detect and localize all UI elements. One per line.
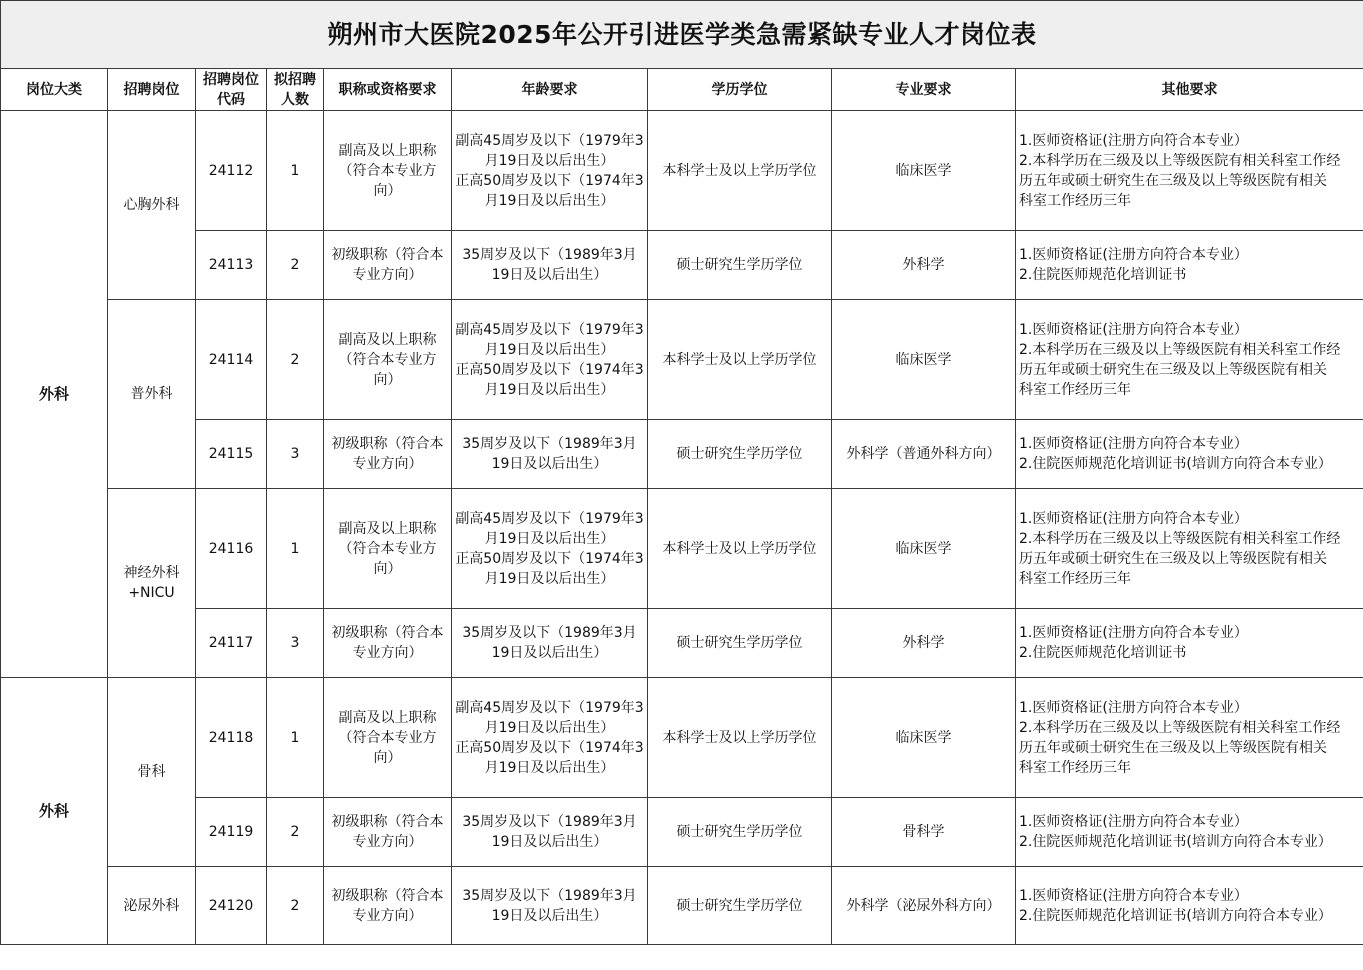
major-cell: 外科学（泌尿外科方向） [832,867,1016,945]
position-code-cell: 24114 [196,300,267,420]
age-requirement-cell-line: 正高50周岁及以下（1974年3 [455,172,644,189]
title-requirement-cell-line: 专业方向） [352,267,423,283]
position-code-cell: 24119 [196,798,267,867]
position-cell-line: 骨科 [137,764,166,780]
other-requirements-cell-line: 历五年或硕士研究生在三级及以上等级医院有相关 [1019,361,1327,378]
title-requirement-cell-line: 向） [373,560,402,577]
header-title-requirement: 职称或资格要求 [324,69,452,111]
title-requirement-cell-line: 副高及以上职称 [338,142,437,159]
header-count-line2: 人数 [281,91,309,108]
position-code-cell: 24112 [196,111,267,231]
position-cell-line: +NICU [128,585,175,601]
other-requirements-cell-line: 1.医师资格证(注册方向符合本专业） [1019,436,1248,452]
age-requirement-cell-line: 副高45周岁及以下（1979年3 [455,321,644,338]
title-requirement-cell-line: （符合本专业方 [338,162,437,179]
position-cell [108,111,196,300]
headcount-cell: 2 [267,300,324,420]
age-requirement-cell [452,111,648,231]
age-requirement-cell [452,867,648,945]
position-cell-line: 普外科 [130,386,173,402]
major-cell: 临床医学 [832,678,1016,798]
header-code-line1: 招聘岗位 [203,71,259,88]
other-requirements-cell-line: 历五年或硕士研究生在三级及以上等级医院有相关 [1019,172,1327,189]
header-code [196,69,267,111]
age-requirement-cell-line: 35周岁及以下（1989年3月 [462,814,637,830]
age-requirement-cell-line: 月19日及以后出生） [484,152,615,169]
title-requirement-cell [324,609,452,678]
age-requirement-cell-line: 19日及以后出生） [491,645,608,661]
title-requirement-cell-line: 副高及以上职称 [338,520,437,537]
age-requirement-cell-line: 19日及以后出生） [491,267,608,283]
age-requirement-cell-line: 月19日及以后出生） [484,530,615,547]
degree-cell: 硕士研究生学历学位 [648,231,832,300]
age-requirement-cell [452,609,648,678]
title-requirement-cell-line: 向） [373,749,402,766]
table-row [1,420,1363,489]
title-requirement-cell-line: 副高及以上职称 [338,709,437,726]
table-row [1,231,1363,300]
position-code-cell: 24116 [196,489,267,609]
other-requirements-cell-line: 1.医师资格证(注册方向符合本专业） [1019,321,1248,338]
major-cell: 临床医学 [832,111,1016,231]
other-requirements-cell-line: 1.医师资格证(注册方向符合本专业） [1019,625,1248,641]
header-age-requirement: 年龄要求 [452,69,648,111]
age-requirement-cell-line: 月19日及以后出生） [484,381,615,398]
table-row [1,798,1363,867]
other-requirements-cell [1016,867,1363,945]
title-requirement-cell [324,867,452,945]
other-requirements-cell [1016,609,1363,678]
other-requirements-cell [1016,300,1363,420]
header-major: 专业要求 [832,69,1016,111]
header-other-requirements: 其他要求 [1016,69,1363,111]
degree-cell: 硕士研究生学历学位 [648,420,832,489]
age-requirement-cell-line: 35周岁及以下（1989年3月 [462,436,637,452]
major-cell: 外科学 [832,231,1016,300]
position-code-cell: 24115 [196,420,267,489]
degree-cell: 本科学士及以上学历学位 [648,300,832,420]
age-requirement-cell-line: 35周岁及以下（1989年3月 [462,247,637,263]
other-requirements-cell [1016,489,1363,609]
age-requirement-cell-line: 19日及以后出生） [491,456,608,472]
header-position: 招聘岗位 [108,69,196,111]
headcount-cell: 2 [267,231,324,300]
age-requirement-cell-line: 副高45周岁及以下（1979年3 [455,510,644,527]
degree-cell: 硕士研究生学历学位 [648,798,832,867]
title-requirement-cell [324,489,452,609]
title-requirement-cell-line: （符合本专业方 [338,729,437,746]
age-requirement-cell-line: 月19日及以后出生） [484,570,615,587]
table-row [1,489,1363,609]
other-requirements-cell-line: 科室工作经历三年 [1019,192,1131,209]
other-requirements-cell-line: 2.本科学历在三级及以上等级医院有相关科室工作经 [1019,530,1341,547]
other-requirements-cell-line: 2.住院医师规范化培训证书(培训方向符合本专业） [1019,834,1332,850]
other-requirements-cell-line: 2.住院医师规范化培训证书 [1019,267,1187,283]
other-requirements-cell-line: 2.住院医师规范化培训证书 [1019,645,1187,661]
other-requirements-cell-line: 历五年或硕士研究生在三级及以上等级医院有相关 [1019,739,1327,756]
major-cell: 外科学 [832,609,1016,678]
title-requirement-cell-line: 专业方向） [352,456,423,472]
headcount-cell: 3 [267,609,324,678]
degree-cell: 本科学士及以上学历学位 [648,489,832,609]
title-requirement-cell [324,111,452,231]
other-requirements-cell-line: 1.医师资格证(注册方向符合本专业） [1019,814,1248,830]
title-requirement-cell-line: 初级职称（符合本 [331,625,444,641]
age-requirement-cell-line: 正高50周岁及以下（1974年3 [455,739,644,756]
other-requirements-cell [1016,231,1363,300]
other-requirements-cell [1016,111,1363,231]
degree-cell: 硕士研究生学历学位 [648,609,832,678]
position-cell [108,300,196,489]
age-requirement-cell-line: 副高45周岁及以下（1979年3 [455,132,644,149]
title-requirement-cell [324,678,452,798]
title-requirement-cell [324,798,452,867]
header-count-line1: 拟招聘 [274,71,316,88]
age-requirement-cell-line: 35周岁及以下（1989年3月 [462,625,637,641]
age-requirement-cell [452,678,648,798]
title-requirement-cell [324,231,452,300]
age-requirement-cell-line: 月19日及以后出生） [484,341,615,358]
title-requirement-cell-line: 副高及以上职称 [338,331,437,348]
position-cell-line: 泌尿外科 [123,897,180,914]
category-cell: 外科 [1,678,108,945]
position-cell-line: 神经外科 [123,565,180,581]
position-code-cell: 24113 [196,231,267,300]
age-requirement-cell [452,798,648,867]
header-row [1,69,1363,111]
position-code-cell: 24118 [196,678,267,798]
age-requirement-cell-line: 月19日及以后出生） [484,759,615,776]
age-requirement-cell-line: 正高50周岁及以下（1974年3 [455,550,644,567]
headcount-cell: 1 [267,489,324,609]
title-requirement-cell-line: 初级职称（符合本 [331,814,444,830]
age-requirement-cell-line: 月19日及以后出生） [484,192,615,209]
age-requirement-cell [452,420,648,489]
position-cell-line: 心胸外科 [123,197,180,213]
other-requirements-cell-line: 1.医师资格证(注册方向符合本专业） [1019,510,1248,527]
degree-cell: 本科学士及以上学历学位 [648,111,832,231]
title-requirement-cell-line: 初级职称（符合本 [331,436,444,452]
headcount-cell: 1 [267,111,324,231]
header-category: 岗位大类 [1,69,108,111]
other-requirements-cell [1016,798,1363,867]
other-requirements-cell-line: 2.本科学历在三级及以上等级医院有相关科室工作经 [1019,719,1341,736]
age-requirement-cell-line: 19日及以后出生） [491,907,608,924]
title-requirement-cell [324,300,452,420]
other-requirements-cell-line: 1.医师资格证(注册方向符合本专业） [1019,887,1248,904]
table-row [1,867,1363,945]
category-cell: 外科 [1,111,108,678]
table-row [1,609,1363,678]
other-requirements-cell-line: 2.本科学历在三级及以上等级医院有相关科室工作经 [1019,341,1341,358]
degree-cell: 本科学士及以上学历学位 [648,678,832,798]
major-cell: 外科学（普通外科方向） [832,420,1016,489]
headcount-cell: 2 [267,867,324,945]
other-requirements-cell-line: 1.医师资格证(注册方向符合本专业） [1019,132,1248,149]
age-requirement-cell-line: 19日及以后出生） [491,834,608,850]
other-requirements-cell-line: 2.住院医师规范化培训证书(培训方向符合本专业） [1019,907,1332,924]
major-cell: 骨科学 [832,798,1016,867]
other-requirements-cell-line: 1.医师资格证(注册方向符合本专业） [1019,247,1248,263]
position-code-cell: 24117 [196,609,267,678]
major-cell: 临床医学 [832,489,1016,609]
title-requirement-cell-line: 专业方向） [352,645,423,661]
headcount-cell: 2 [267,798,324,867]
other-requirements-cell-line: 历五年或硕士研究生在三级及以上等级医院有相关 [1019,550,1327,567]
age-requirement-cell [452,231,648,300]
other-requirements-cell-line: 2.住院医师规范化培训证书(培训方向符合本专业） [1019,456,1332,472]
title-requirement-cell-line: 专业方向） [352,834,423,850]
title-requirement-cell-line: 专业方向） [352,907,423,924]
degree-cell: 硕士研究生学历学位 [648,867,832,945]
header-degree: 学历学位 [648,69,832,111]
title-requirement-cell-line: 向） [373,182,402,199]
header-code-line2: 代码 [217,91,245,108]
title-requirement-cell [324,420,452,489]
title-requirement-cell-line: （符合本专业方 [338,351,437,368]
age-requirement-cell-line: 正高50周岁及以下（1974年3 [455,361,644,378]
other-requirements-cell-line: 科室工作经历三年 [1019,759,1131,776]
table-row [1,678,1363,798]
position-cell [108,867,196,945]
page-title: 朔州市大医院2025年公开引进医学类急需紧缺专业人才岗位表 [1,1,1363,69]
other-requirements-cell-line: 1.医师资格证(注册方向符合本专业） [1019,699,1248,716]
header-count [267,69,324,111]
other-requirements-cell [1016,420,1363,489]
table-row [1,300,1363,420]
age-requirement-cell-line: 35周岁及以下（1989年3月 [462,887,637,904]
age-requirement-cell-line: 月19日及以后出生） [484,719,615,736]
other-requirements-cell-line: 科室工作经历三年 [1019,381,1131,398]
headcount-cell: 1 [267,678,324,798]
other-requirements-cell-line: 科室工作经历三年 [1019,570,1131,587]
position-cell [108,489,196,678]
other-requirements-cell-line: 2.本科学历在三级及以上等级医院有相关科室工作经 [1019,152,1341,169]
position-code-cell: 24120 [196,867,267,945]
age-requirement-cell-line: 副高45周岁及以下（1979年3 [455,699,644,716]
position-cell [108,678,196,867]
table-row [1,111,1363,231]
age-requirement-cell [452,489,648,609]
other-requirements-cell [1016,678,1363,798]
age-requirement-cell [452,300,648,420]
title-requirement-cell-line: （符合本专业方 [338,540,437,557]
headcount-cell: 3 [267,420,324,489]
major-cell: 临床医学 [832,300,1016,420]
title-requirement-cell-line: 初级职称（符合本 [331,247,444,263]
title-requirement-cell-line: 向） [373,371,402,388]
title-requirement-cell-line: 初级职称（符合本 [331,887,444,904]
